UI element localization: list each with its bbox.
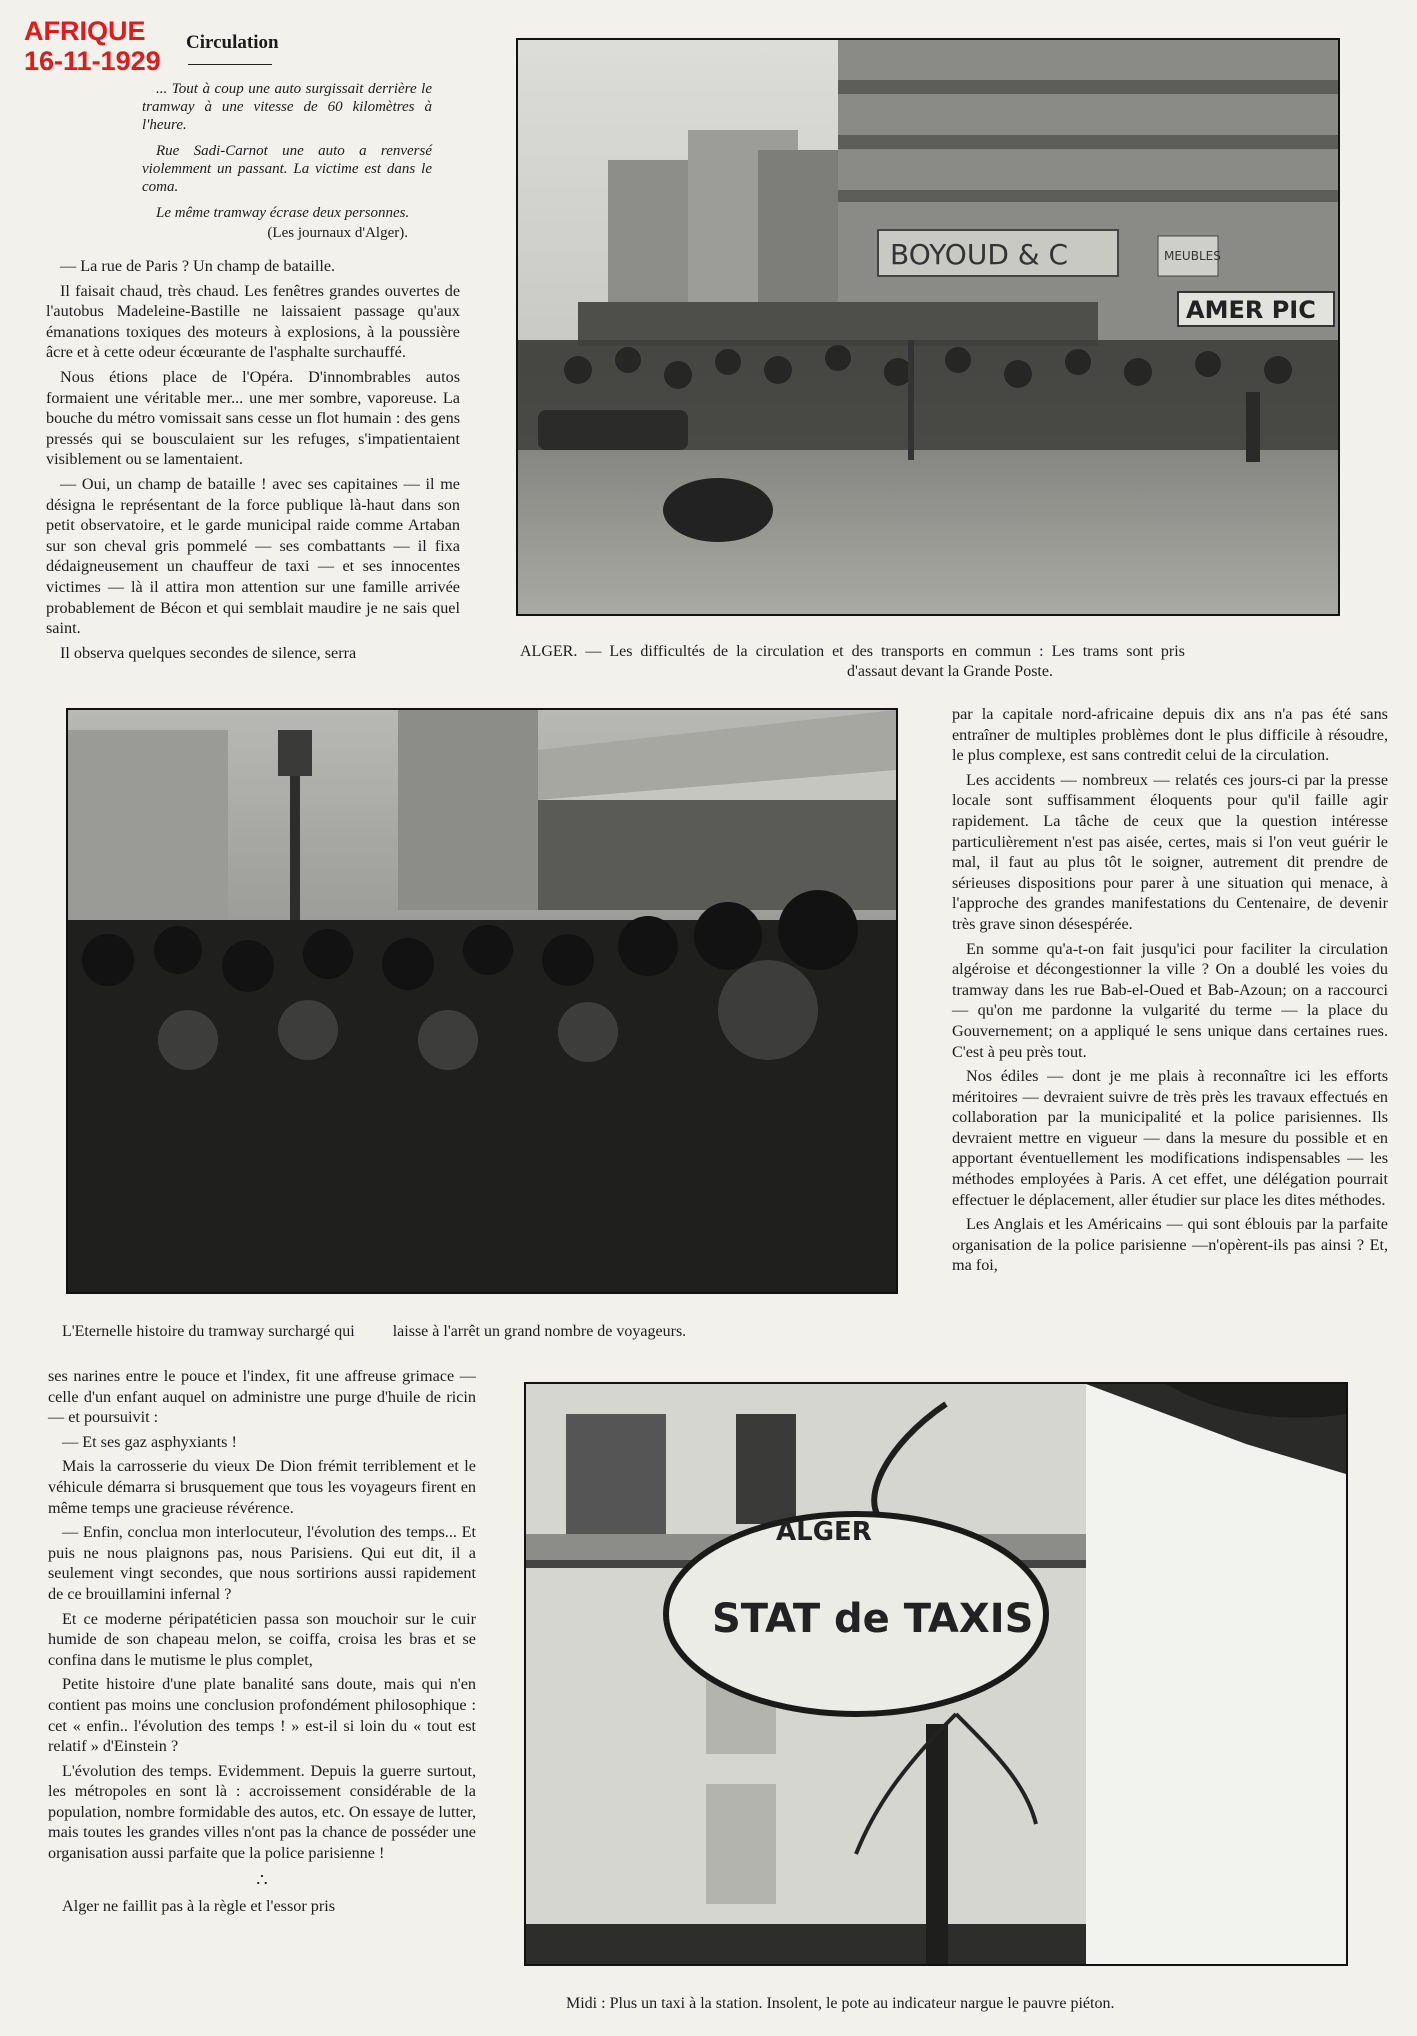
paragraph: Les accidents — nombreux — relatés ces jours-ci par la presse locale sont suffisamment éloquents pour qu'il faille agir rapidement. La tâche de ceux que la question intéresse particulièrement n'est pas aisée, certes, mais si l'on veut guérir le mal, il faut au plus tôt le soigner, autrement dit prendre de sérieuses dispositions pour parer à une situation qui menace, à l'approche des grandes manifestations du Centenaire, de devenir très grave sinon désespérée.: [952, 770, 1388, 933]
paragraph: Les Anglais et les Américains — qui sont éblouis par la parfaite organisation de la police parisienne —n'opèrent-ils pas ainsi ? Et, ma foi,: [952, 1215, 1388, 1275]
photo-taxi-station-image: [526, 1384, 1346, 1964]
shop-sign: BOYOUD & C: [890, 238, 1069, 271]
photo-tramway: [66, 708, 898, 1294]
photo-taxi-station: [524, 1382, 1348, 1966]
epigraph-line: ... Tout à coup une auto surgissait derrière le tramway à une vitesse de 60 kilomètres à l'heure.: [142, 81, 432, 133]
article-column-3: [48, 1366, 476, 1921]
paragraph: Il faisait chaud, très chaud. Les fenêtres grandes ouvertes de l'autobus Madeleine-Bastille ne laissaient passage qu'aux émanations toxiques des moteurs à explosions, à la poussière âcre et à cette odeur écœurante de l'asphalte surchauffé.: [46, 281, 460, 362]
paragraph: par la capitale nord-africaine depuis dix ans n'a pas été sans entraîner de multiples problèmes dont le plus difficile à résoudre, le plus complexe, est sans contredit celui de la circulation.: [952, 705, 1388, 765]
sign-taxi-station: STAT de TAXIS: [712, 1596, 1034, 1642]
paragraph: L'évolution des temps. Evidemment. Depuis la guerre surtout, les métropoles en sont là : accroissement considérable de la population, nombre formidable des autos, etc. On essaye de lutter, mais toutes les grandes villes n'ont pas la chance de posséder une organisation aussi parfaite que la police parisienne !: [48, 1761, 476, 1863]
article-title: Circulation: [186, 32, 279, 53]
caption-line: d'assaut devant la Grande Poste.: [847, 663, 1053, 680]
amer-picon-sign: AMER PIC: [1186, 296, 1316, 324]
paragraph: Et ce moderne péripatéticien passa son mouchoir sur le cuir humide de son chapeau melon, se coiffa, croisa les bras et se confina dans le mutisme le plus complet,: [48, 1609, 476, 1669]
paragraph: — Oui, un champ de bataille ! avec ses capitaines — il me désigna le représentant de la force publique là-haut dans son petit observatoire, et le garde municipal raide comme Artaban sur son cheval gris pommelé — ses combattants — il fixa dédaigneusement un chauffeur de taxi — et ses innocentes victimes — là il attira mon attention sur une famille arrivée probablement de Bécon et qui semblait maudire je ne sais quel saint.: [46, 474, 460, 638]
paragraph: — La rue de Paris ? Un champ de bataille.: [60, 257, 336, 275]
paragraph: Nos édiles — dont je me plais à reconnaître ici les efforts méritoires — devraient suivre de très près les travaux effectués en collaboration par la municipalité et la police parisiennes. Ils devraient mettre en vigueur — dans la mesure du possible et en apportant éventuellement les modifications indispensables — les méthodes employées à Paris. A cet effet, une délégation pourrait effectuer le déplacement, aller étudier sur place les dites méthodes.: [952, 1067, 1388, 1209]
epigraph: [142, 80, 432, 250]
title-underline: [188, 64, 272, 65]
paragraph: Petite histoire d'une plate banalité sans doute, mais qui n'en contient pas moins une conclusion profondément philosophique : cet « enfin.. l'évolution des temps ! » est-il si loin du « tout est relatif » d'Einstein ?: [48, 1675, 476, 1756]
paragraph: — Enfin, conclua mon interlocuteur, l'évolution des temps... Et puis ne nous plaignons pas, nous Parisiens. Qui eut dit, il a seulement vingt secondes, que nous sortirions aussi rapidement de ce brouillamini infernal ?: [48, 1523, 476, 1603]
article-column-1: [46, 256, 460, 667]
sign-city: ALGER: [776, 1517, 872, 1547]
photo-grande-poste: [516, 38, 1340, 616]
paragraph: Alger ne faillit pas à la règle et l'essor pris: [62, 1897, 336, 1916]
photo-grande-poste-image: [518, 40, 1338, 614]
epigraph-line: Rue Sadi-Carnot une auto a renversé violemment un passant. La victime est dans le coma.: [142, 143, 432, 195]
photo-taxi-station-caption: Midi : Plus un taxi à la station. Insolent, le pote au indicateur nargue le pauvre piéton.: [566, 1995, 1115, 2012]
photo-tramway-caption: [62, 1322, 902, 1342]
article-column-2: [952, 704, 1388, 1280]
epigraph-line: Le même tramway écrase deux personnes.: [156, 205, 410, 221]
furniture-sign: MEUBLES: [1164, 249, 1221, 263]
paragraph: ses narines entre le pouce et l'index, fit une affreuse grimace — celle d'un enfant auquel on administre une purge d'huile de ricin — et poursuivit :: [48, 1367, 476, 1427]
date-stamp: [24, 16, 161, 76]
caption-right: laisse à l'arrêt un grand nombre de voyageurs.: [392, 1323, 687, 1340]
paragraph: Il observa quelques secondes de silence, serra: [60, 643, 357, 662]
epigraph-source: (Les journaux d'Alger).: [267, 225, 408, 241]
caption-left: L'Eternelle histoire du tramway surchargé qui: [62, 1323, 355, 1340]
section-separator: ∴: [256, 1869, 268, 1890]
paragraph: Mais la carrosserie du vieux De Dion frémit terriblement et le véhicule démarra si brusquement que tous les voyageurs firent en même temps une gracieuse révérence.: [48, 1457, 476, 1517]
paragraph: — Et ses gaz asphyxiants !: [62, 1432, 237, 1451]
paragraph: En somme qu'a-t-on fait jusqu'ici pour faciliter la circulation algéroise et décongestionner la ville ? On a doublé les voies du tramway dans les rue Bab-el-Oued et Bab-Azoun; on a raccourci — qu'on me pardonne la vulgarité du terme — la place du Gouvernement; on a appliqué le sens unique dans certaines rues. C'est à peu près tout.: [952, 939, 1388, 1061]
caption-line: ALGER. — Les difficultés de la circulation et des transports en commun : Les trams sont pris: [520, 643, 1185, 660]
photo-grande-poste-caption: [520, 642, 1380, 682]
paragraph: Nous étions place de l'Opéra. D'innombrables autos formaient une véritable mer... une mer sombre, vaporeuse. La bouche du métro vomissait sans cesse un flot humain : des gens pressés qui se bousculaient sur les refuges, s'impatientaient visiblement ou se lamentaient.: [46, 367, 460, 469]
stamp-line-2: 16-11-1929: [24, 46, 161, 76]
photo-tramway-image: [68, 710, 896, 1292]
stamp-line-1: AFRIQUE: [24, 16, 146, 46]
